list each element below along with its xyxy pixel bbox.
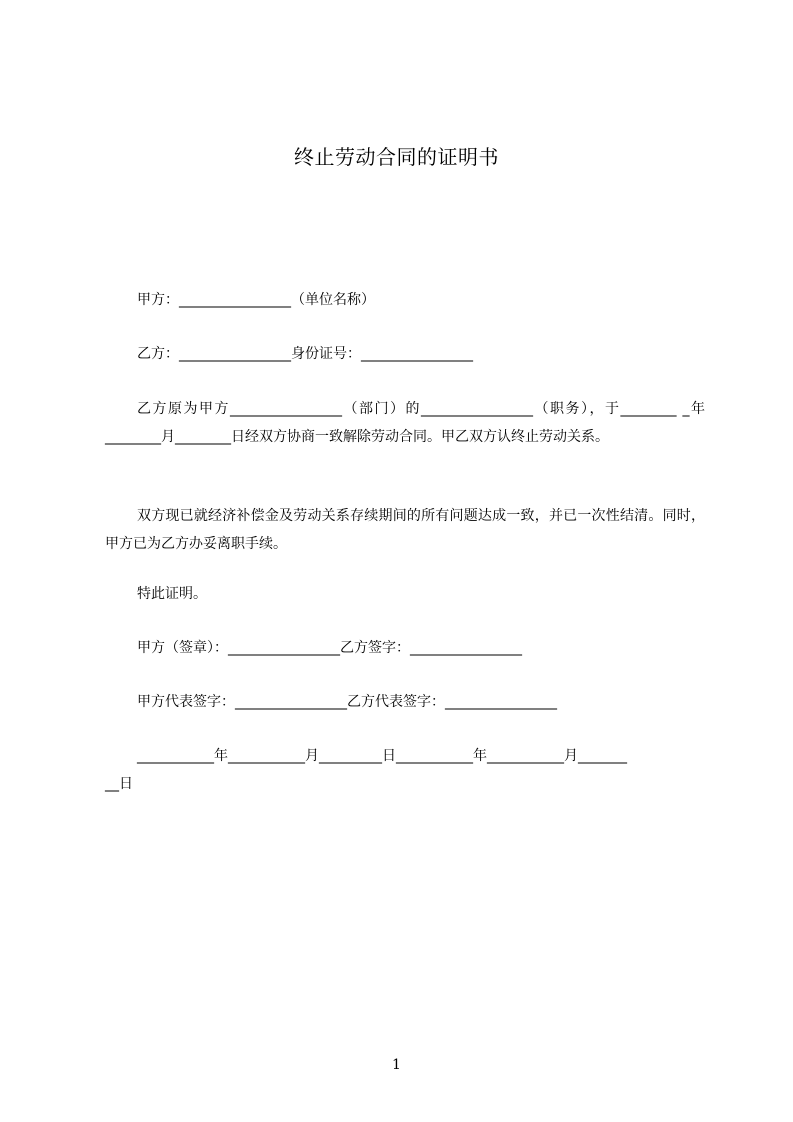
- settlement-paragraph: 双方现已就经济补偿金及劳动关系存续期间的所有问题达成一致，并已一次性结清。同时，甲方已为乙方办妥离职手续。: [105, 508, 705, 552]
- date-line-continuation: __日: [105, 776, 133, 792]
- document-title: 终止劳动合同的证明书: [294, 145, 499, 169]
- termination-paragraph: 乙方原为甲方________________（部门）的________________（职务），于________ _年________月________日经双方协商一致解除劳动合同。甲乙双方认终止劳动关系。: [105, 401, 705, 445]
- page-number: 1: [392, 1057, 401, 1073]
- signature-line: 甲方（签章）：________________乙方签字：________________: [137, 640, 522, 656]
- certify-line: 特此证明。: [137, 586, 207, 602]
- date-line: ___________年___________月_________日___________年___________月_______: [137, 748, 627, 764]
- party-a-line: 甲方：________________（单位名称）: [137, 292, 375, 308]
- representative-signature-line: 甲方代表签字：________________乙方代表签字：________________: [137, 694, 557, 710]
- party-b-line: 乙方：________________身份证号：________________: [137, 346, 473, 362]
